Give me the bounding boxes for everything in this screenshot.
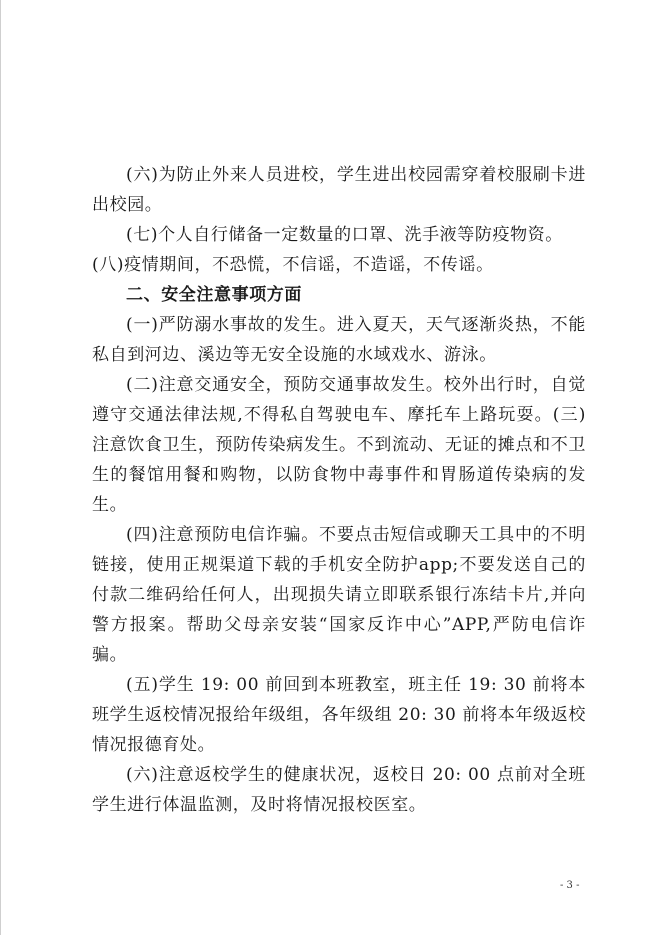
paragraph-item-7-supplies: (七)个人自行储备一定数量的口罩、洗手液等防疫物资。	[126, 225, 563, 245]
paragraph-item-8-epidemic: (八)疫情期间，不恐慌，不信谣，不造谣，不传谣。	[92, 255, 494, 275]
document-body	[92, 160, 586, 820]
paragraph-traffic-food: (二)注意交通安全，预防交通事故发生。校外出行时，自觉遵守交通法律法规,不得私自驾驶电车、摩托车上路玩耍。(三)注意饮食卫生，预防传染病发生。不到流动、无证的摊点和不卫生的餐馆用餐和购物，以防食物中毒事件和胃肠道传染病的发生。	[92, 375, 586, 515]
page-number: - 3 -	[560, 880, 580, 891]
paragraph-item-6-uniform: (六)为防止外来人员进校，学生进出校园需穿着校服刷卡进出校园。	[92, 165, 586, 215]
section-heading-safety: 二、安全注意事项方面	[126, 285, 302, 305]
paragraph-drowning: (一)严防溺水事故的发生。进入夏天，天气逐渐炎热，不能私自到河边、溪边等无安全设施的水域戏水、游泳。	[92, 315, 586, 365]
page-edge	[0, 0, 1, 935]
paragraph-return-time: (五)学生 19: 00 前回到本班教室，班主任 19: 30 前将本班学生返校情况报给年级组，各年级组 20: 30 前将本年级返校情况报德育处。	[92, 675, 586, 755]
paragraph-telecom-fraud: (四)注意预防电信诈骗。不要点击短信或聊天工具中的不明链接，使用正规渠道下载的手机安全防护app;不要发送自己的付款二维码给任何人，出现损失请立即联系银行冻结卡片,并向警方报案。帮助父母亲安装“国家反诈中心”APP,严防电信诈骗。	[92, 525, 586, 665]
paragraph-health-check: (六)注意返校学生的健康状况，返校日 20: 00 点前对全班学生进行体温监测，及时将情况报校医室。	[92, 765, 586, 815]
